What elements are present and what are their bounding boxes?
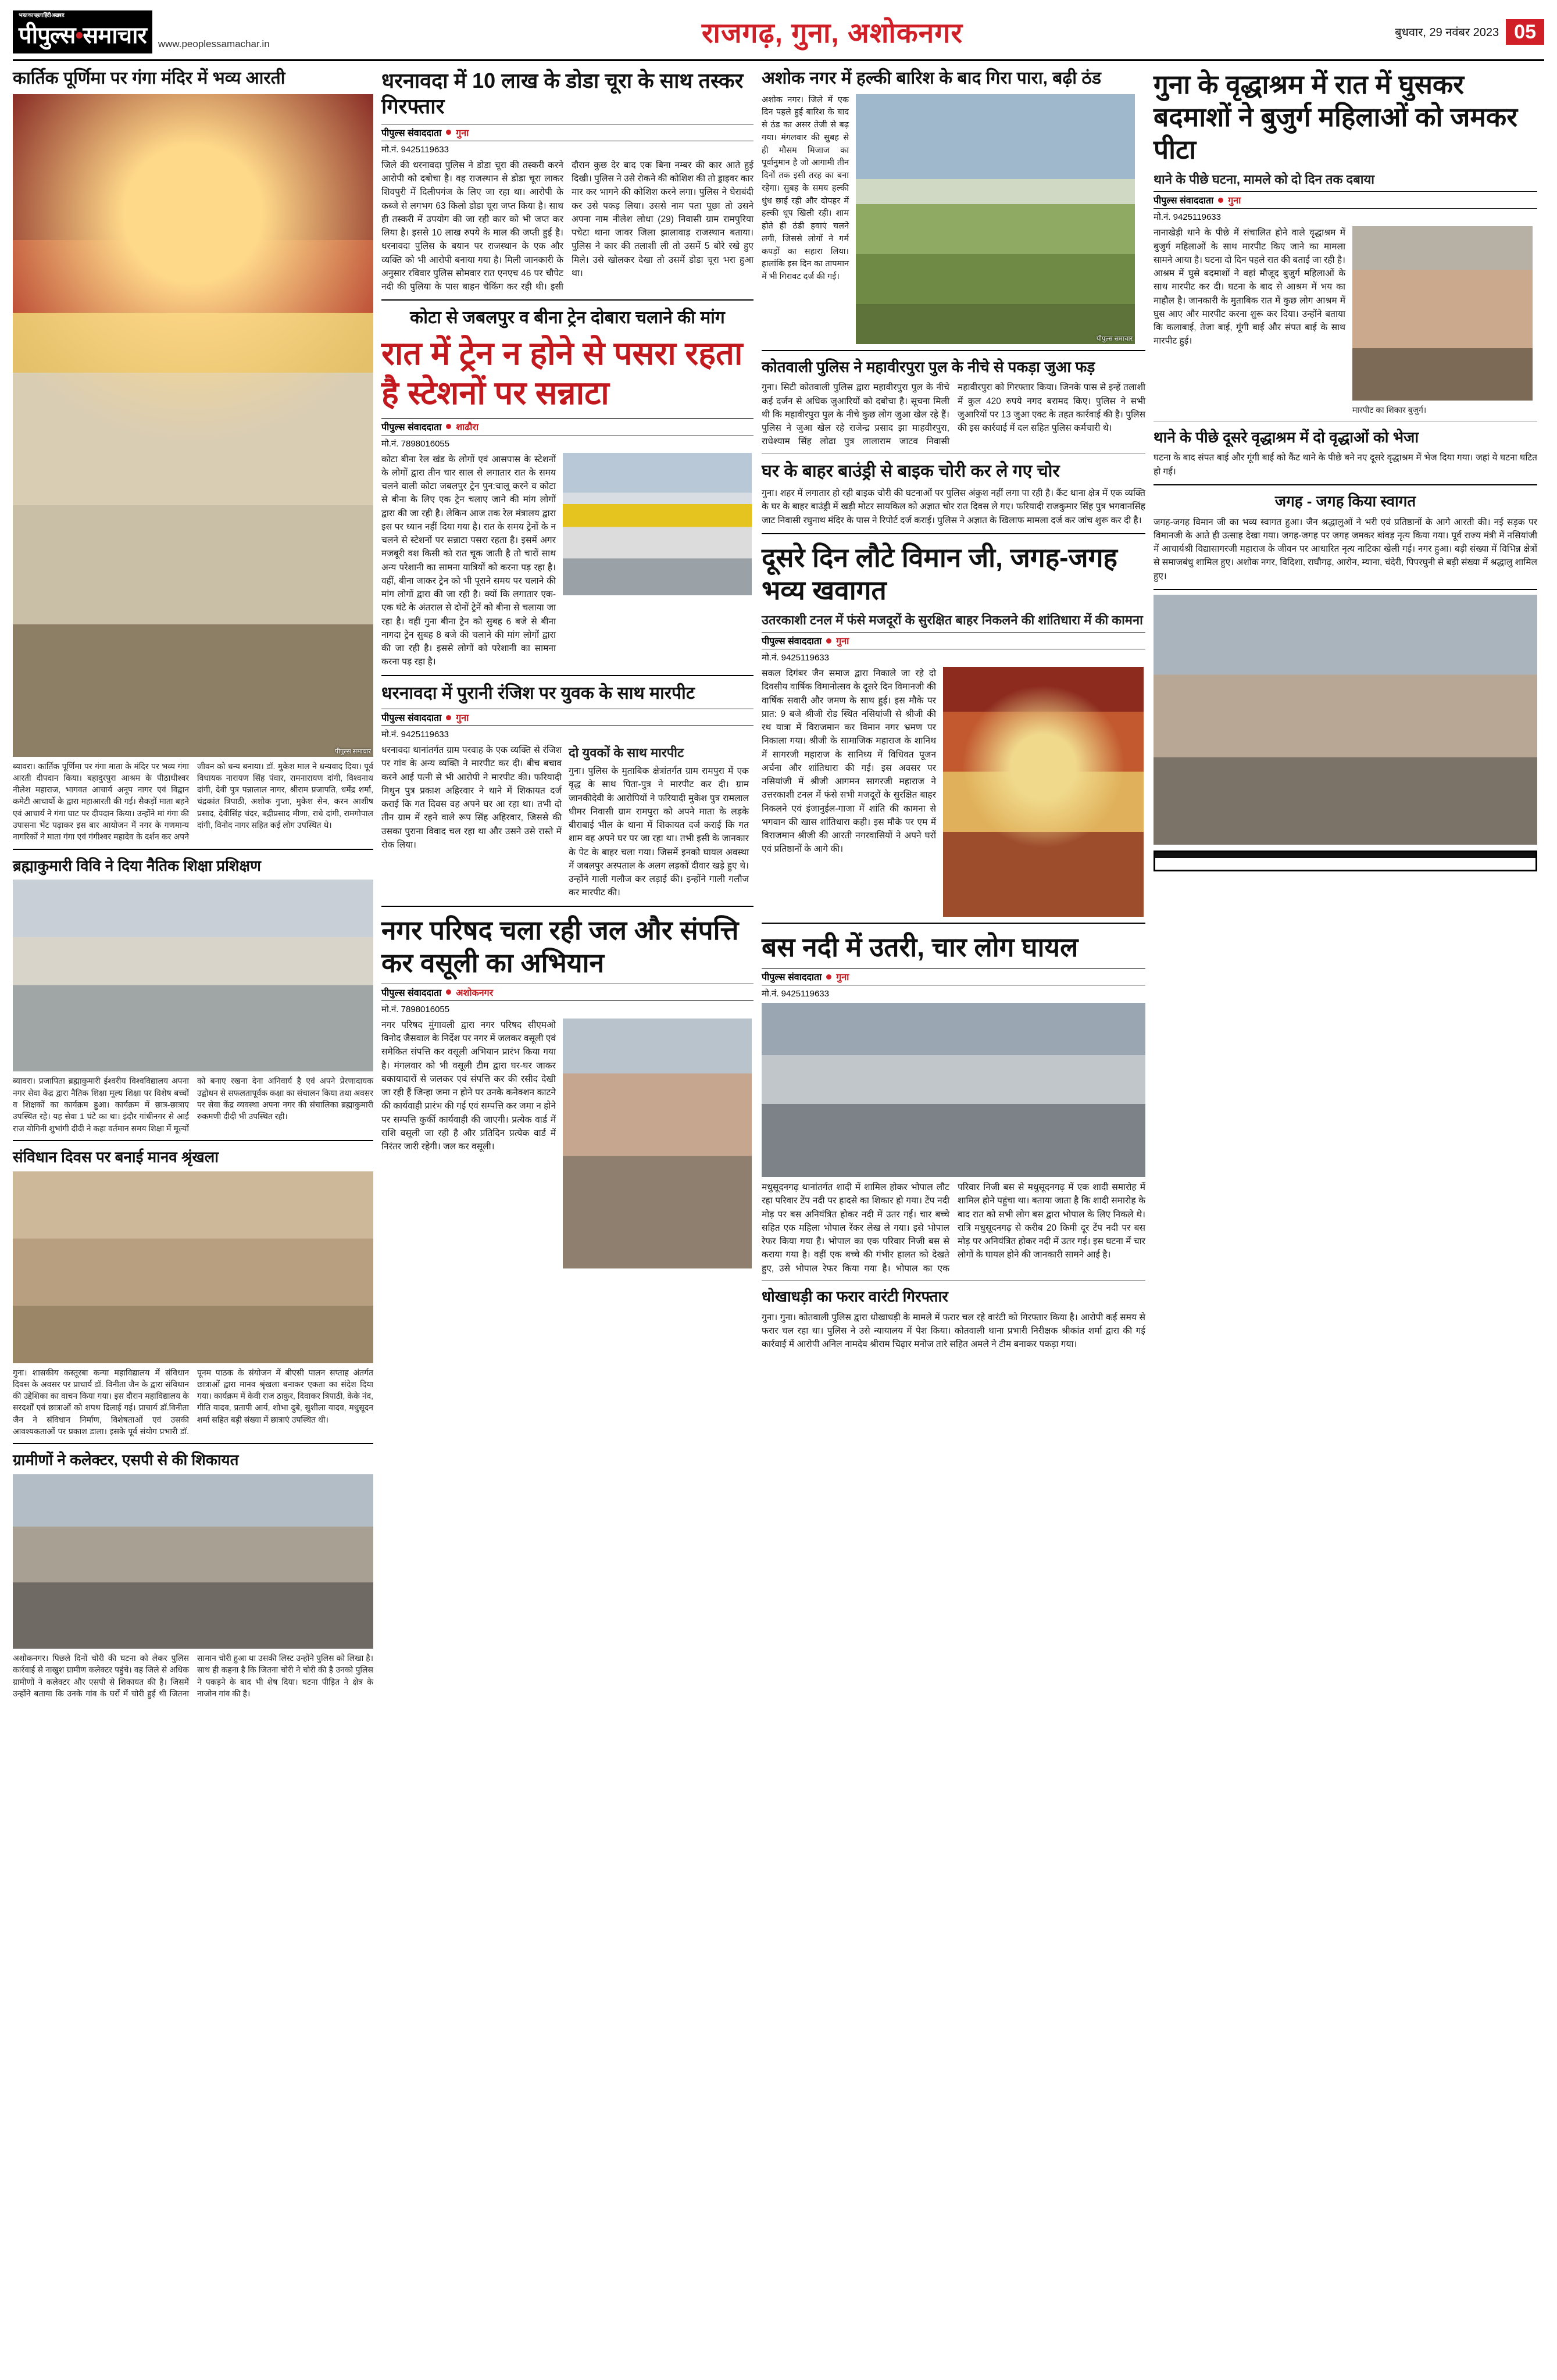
sub-headline: उतरकाशी टनल में फंसे मजदूरों के सुरक्षित बाहर निकलने की शांतिधारा में की कामना: [762, 613, 1143, 628]
byline-mobile: मो.नं. 9425119633: [762, 653, 829, 663]
logo-main-text: पीपुल्स: [19, 23, 76, 48]
byline-place: अशोकनगर: [456, 988, 494, 998]
article-body: मधुसूदनगढ़ थानांतर्गत शादी में शामिल होकर भोपाल लौट रहा परिवार टेंप नदी पर हादसे का शिकार हो गया। टेंप नदी मोड़ पर बस अनियंत्रित होकर नदी में उतर गई। चार बच्चे सहित एक महिला भोपाल रेंकर लेख ले गया। इसे भोपाल रेफर किया गया है। भोपाल का एक परिवार निजी बस से कराया गया है। वहीं एक बच्चे की गंभीर हालत को देखते हुए, उसे भोपाल रेफर किया गया है। भोपाल का एक परिवार निजी बस से मधुसूदनगढ़ में एक शादी समारोह में शामिल होने पहुंचा था। बताया जाता है कि शादी समारोह के बाद रात को सभी लोग बस द्वारा भोपाल के लिए निकले थे। रात्रि मधुसूदनगढ़ से करीब 20 किमी दूर टेंप नदी पर बस मोड़ पर अनियंत्रित होकर नदी में उतर गई। इस घटना में चार लोगों के घायल होने की जानकारी सामने आई है।: [762, 1182, 1145, 1274]
logo-second-text: समाचार: [83, 23, 147, 48]
byline-mobile: मो.नं. 9425119633: [381, 144, 449, 155]
marpit-row: [381, 744, 753, 900]
byline-place: गुना: [456, 713, 469, 724]
caption: ब्यावरा। कार्तिक पूर्णिमा पर गंगा माता के मंदिर पर भव्य गंगा आरती दीपदान किया। बहादुरपुरा आश्रम के पीठाधीश्वर नीलेश महाराज, भागवत आचार्य अनूप नागर एवं विद्वान कमेटी आचार्यो के द्वारा महाआरती की गई। सैकड़ों माता बहने एवं आचार्य ने गंगा घाट पर दीपदान किया। उन्होंने मां गंगा की उपासना भेंट पढ़ाकर इस बार आयोजन में नगर के गणमान्य नागरिकों ने माता गंगा एवं गंगीश्वर महादेव के दर्शन कर अपने जीवन को धन्य बनाया। डॉ. मुकेश माल ने धन्यवाद दिया। पूर्व विधायक नारायण सिंह पंवार, रामनारायण दांगी, विश्वनाथ दांगी, देवी पुत्र पन्नालाल नागर, श्रीराम प्रजापति, धर्मेंद्र शर्मा, चंद्रकांत त्रिपाठी, अशोक गुप्ता, मुकेश सेन, करन आशीष प्रसाद, देवीसिंह चंदर, बद्रीप्रसाद मीणा, राधे दांगी, रामगोपाल दांगी, विनोद नागर सहित कई लोग उपस्थित थे।: [13, 761, 373, 842]
headline: बस नदी में उतरी, चार लोग घायल: [762, 932, 1079, 963]
headline: रात में ट्रेन न होने से पसरा रहता है स्टेशनों पर सन्नाटा: [381, 334, 743, 412]
bullet-icon: [446, 424, 451, 429]
byline-mobile: मो.नं. 9425119633: [1154, 212, 1221, 223]
byline-place: गुना: [456, 128, 469, 138]
masthead-date-block: [1395, 19, 1544, 45]
train-row: [381, 453, 753, 669]
viman-row: [762, 667, 1145, 917]
article-bike-theft: [762, 459, 1145, 527]
article-body: जगह-जगह विमान जी का भव्य स्वागत हुआ। जैन श्रद्धालुओं ने भरी एवं प्रतिष्ठानों के आगे आरती की। नई सड़क पर विमानजी के आते ही उत्साह देखा गया। जगह-जगह पर जगह जमकर बांवड़ नृत्य किया गया। पूर्व राज्य मंत्री में नसियांजी में आचार्यश्री विद्यासागरजी महाराज के जीवन पर आधारित नृत्य नाटिका खेली गई। नगर हुआ। बड़ी संख्या में विभिन्न क्षेत्रों से समाजबंधु शामिल हुए। अशोक नगर, विदिशा, राघौगढ़, आरोन, म्याना, चंदेरी, पिपरघुनी से बड़ी संख्या में श्रद्धालु शामिल हुए।: [1154, 517, 1537, 581]
photo-credit: पीपुल्स समाचार: [1096, 335, 1133, 342]
sub-headline: जगह - जगह किया स्वागत: [1274, 492, 1416, 510]
byline-mobile: मो.नं. 9425119633: [381, 730, 449, 740]
column-4: [1154, 66, 1537, 1699]
article-body: गुना। पुलिस के मुताबिक क्षेत्रांतर्गत ग्राम रामपुरा में एक वृद्ध के साथ पिता-पुत्र ने मारपीट कर दी। ग्राम जानकीदेवी के आरोपियों ने फरियादी मुकेश पुत्र रामलाल धीमर निवासी ग्राम रामपुरा को अपने माता के लड़के बीराबाई भील के थाना में शिकायत दर्ज कराई कि गत शाम वह अपने घर पर जा रहा था। तभी इसी के जानकार के पेट के बाहर चला गया। जिसमें इनको घायल अवस्था में जबलपुर अस्पताल के अलग लड़कों दीवार खड़े हुए थे। उन्होंने गाली गलौज कर लड़ाई की। इन्होंने गाली गलौज कर मारपीट की।: [569, 766, 749, 898]
article-body: कोटा बीना रेल खंड के लोगों एवं आसपास के स्टेशनों के लोगों द्वारा तीन चार साल से लगातार रात के समय चलने वाली कोटा जबलपुर ट्रेन पुन:चालू करने व कोटा से बीना के लिए एक ट्रेन चलाए जाने की मांग लोगों द्वारा की जा रही है। लेकिन आज तक रेल मंत्रालय द्वारा इस पर ध्यान नहीं दिया गया है। रात के समय ट्रेनों के न चलने से स्टेशनों पर सन्नाटा पसरा रहता है। इसमें अगर मजबूरी वश किसी को रात चूक जाती है तो चारों साथ अन्य परेशानी का सामना यात्रियों को करना पड़ रहा है। वहीं, बीना जाकर ट्रेन को भी पूराने समय पर चलाने की मांग लोगों द्वारा की जा रही है। क्यों कि लगातार एक-एक घंटे के अंतराल से दोनों ट्रेनें को बीना से चलाया जा रहा है। वहीं गुना बीना ट्रेन को सुबह 6 बजे से बीना नागदा ट्रेन सुबह 8 बजे की चलाने की मांग लोगों द्वारा की जा रही है। इससे लोगों को परेशानी का सामना करना पड़ रहा है।: [381, 454, 556, 667]
bullet-icon: [446, 130, 451, 135]
headline: गुना के वृद्धाश्रम में रात में घुसकर बदमाशों ने बुजुर्ग महिलाओं को जमकर पीटा: [1154, 69, 1518, 165]
photo-bus-rescue: [762, 1003, 1145, 1177]
publication-date: बुधवार, 29 नवंबर 2023: [1395, 26, 1499, 40]
article-body: घटना के बाद संपत बाई और गूंगी बाई को कैंट थाने के पीछे बने नए दूसरे वृद्धाश्रम में भेज दिया गया। जहां ये घटना घटित हो गई।: [1154, 453, 1537, 477]
article-bus-accident: [762, 928, 1145, 1275]
sub-article-do-yuvak: [569, 744, 749, 900]
column-2: [381, 66, 753, 1699]
article-dharnavda-marpit: [381, 681, 753, 900]
article-manav-shrinkhala: [13, 1146, 373, 1438]
byline: [381, 984, 753, 1001]
article-gramin-shikayat: [13, 1449, 373, 1699]
byline: [381, 124, 753, 141]
headline: घर के बाहर बाउंड्री से बाइक चोरी कर ले गए चोर: [762, 461, 1060, 481]
byline-author: पीपुल्स संवाददाता: [1154, 196, 1214, 206]
caption: ब्यावरा। प्रजापिता ब्रह्माकुमारी ईश्वरीय विश्वविद्यालय अपना नगर सेवा केंद्र द्वारा नैतिक शिक्षा मूल्य शिक्षा पर विशेष बच्चों व शिक्षकों का कार्यक्रम हुआ। कार्यक्रम में छात्र-छात्राए उपस्थित रहे। यह सेवा 1 घंटे का था। इंदौर गांधीनगर से आई राज योगिनी शुभांगी दीदी ने कहा वर्तमान समय शिक्षा में मूल्यों को बनाए रखना देना अनिवार्य है एवं अपने प्रेरणादायक उद्बोधन से सफलतापूर्वक कक्षा का संचालन किया तथा अवसर पर सेवा केंद्र व्यवस्था अपना नगर की संचालिका ब्रह्माकुमारी रुकमणी दीदी भी उपस्थित रही।: [13, 1076, 373, 1133]
headline: धोखाधड़ी का फरार वारंटी गिरफ्तार: [762, 1287, 948, 1305]
byline-mobile: मो.नं. 7898016055: [381, 438, 450, 449]
byline-place: शाढौरा: [456, 422, 479, 433]
photo-crowd: [1154, 595, 1537, 845]
headline: धरनावदा में पुरानी रंजिश पर युवक के साथ मारपीट: [381, 683, 695, 703]
article-gambling-raid: [762, 356, 1145, 449]
article-brahmakumari: [13, 855, 373, 1134]
photo-students-group: [13, 880, 373, 1071]
bullet-icon: [826, 974, 831, 980]
photo-injured-elderly-woman: [1352, 226, 1533, 401]
byline: [381, 709, 753, 726]
byline: [762, 632, 1145, 649]
article-viman-ji: [762, 539, 1145, 917]
byline: [1154, 191, 1537, 209]
photo-market-collection: [563, 1019, 752, 1268]
logo-box: भारत का पहला हिंदी अखबार पीपुल्स•समाचार: [13, 10, 152, 53]
photo-credit: पीपुल्स समाचार: [334, 748, 371, 755]
headline: संविधान दिवस पर बनाई मानव श्रृंखला: [13, 1148, 219, 1166]
masthead-url: www.peoplessamachar.in: [158, 38, 270, 49]
classified-ad: [1154, 850, 1537, 871]
headline: धरनावदा में 10 लाख के डोडा चूरा के साथ तस्कर गिरफ्तार: [381, 69, 744, 118]
parishad-row: [381, 1019, 753, 1268]
article-train-demand: [381, 305, 753, 669]
article-body: गुना। सिटी कोतवाली पुलिस द्वारा महावीरपुरा पुल के नीचे कई दर्जन से अधिक जुआरियों को दबोचा है। सूचना मिली थी कि महावीरपुरा पुल के नीचे कुछ लोग जुआ खेल रहे हैं। पुलिस ने जुआ खेल रहे राजेन्द्र प्रसाद झा माहवीरपुरा, राधेश्याम सिंह लोढा पुत्र लालाराम जाटव निवासी महावीरपुरा को गिरफ्तार किया। जिनके पास से इन्हें तलाशी में कुल 420 रुपये नगद बरामद किए। पुलिस ने सभी जुआरियों पर 13 जुआ एक्ट के तहत कार्रवाई की है। पुलिस की इस कार्रवाई में दल सहित पुलिस कर्मचारी थे।: [762, 383, 1145, 447]
caption: गुना। शासकीय कस्तूरबा कन्या महाविद्यालय में संविधान दिवस के अवसर पर प्राचार्य डॉ. विनीता जैन के द्वारा संविधान की उद्देशिका का वाचन किया गया। इस दौरान महाविद्यालय के सरदर्शों एवं छात्राओं को शपथ दिलाई गई। प्राचार्य डॉ.विनीता जैन ने संविधान निर्माण, विशेषताओं एवं उसकी आवश्यकताओं पर प्रकाश डाला। इसके पूर्व संयोग प्रभारी डॉ. पूनम पाठक के संयोजन में बीएसी पालन सप्ताह अंतर्गत छात्राओं द्वारा मानव श्रृंखला बनाकर एकता का संदेश दिया गया। कार्यक्रम में केवी राज ठाकुर, दिवाकर त्रिपाठी, केके नंद, गीति यादव, प्रतापी आर्य, शोभा दुबे, सुशीला यादव, मधुसूदन शर्मा सहित बड़ी संख्या में छात्राएं उपस्थित थी।: [13, 1367, 373, 1436]
headline: थाने के पीछे दूसरे वृद्धाश्रम में दो वृद्धाओं को भेजा: [1154, 428, 1419, 446]
ad-title: [1155, 852, 1535, 858]
article-body: नानाखेड़ी थाने के पीछे में संचालित होने वाले वृद्धाश्रम में बुजुर्ग महिलाओं के साथ मारपीट किए जाने का मामला सामने आया है। घटना दो दिन पहले रात की बताई जा रही है। आश्रम में घुसे बदमाशों ने वहां मौजूद बुजुर्ग महिलाओं के साथ मारपीट कर दी। घटना के बाद से आश्रम में भय का माहौल है। जानकारी के मुताबिक रात में कुछ लोग आश्रम में घुस आए और मारपीट करना शुरू कर दिया। उन्होंने बताया कि कलाबाई, तेजा बाई, गूंगी बाई और संपत बाई के साथ मारपीट हुई।: [1154, 228, 1345, 346]
byline-place: गुना: [1228, 196, 1241, 206]
page-grid: [13, 66, 1544, 1699]
photo-wrap: [1352, 226, 1533, 416]
bullet-icon: [446, 989, 451, 995]
photo-caption: मारपीट का शिकार बुजुर्ग।: [1352, 405, 1427, 415]
article-vriddhashram-attack: [1154, 66, 1537, 416]
headline: दूसरे दिन लौटे विमान जी, जगह-जगह भव्य खवागत: [762, 542, 1117, 606]
bullet-icon: [826, 638, 831, 644]
byline-place: गुना: [836, 973, 849, 983]
headline: नगर परिषद चला रही जल और संपत्ति कर वसूली का अभियान: [381, 914, 739, 978]
headline: कार्तिक पूर्णिमा पर गंगा मंदिर में भव्य आरती: [13, 69, 285, 88]
column-3: [762, 66, 1145, 1699]
sub-headline: दो युवकों के साथ मारपीट: [569, 745, 684, 760]
column-1: [13, 66, 373, 1699]
byline-author: पीपुल्स संवाददाता: [762, 637, 822, 647]
article-body: गुना। गुना। कोतवाली पुलिस द्वारा धोखाधड़ी के मामले में फरार चल रहे वारंटी को गिरफ्तार किया है। आरोपी कई समय से फरार चल रहा था। पुलिस ने उसे न्यायालय में पेश किया। कोतवाली थाना प्रभारी निरीक्षक श्रीकांत शर्मा द्वारा की गई कार्रवाई में आरोपी अनिल नामदेव श्रीराम चिढ़ार मनोज तारे सहित अमले ने टीम बनाकर पकड़ा गया।: [762, 1312, 1145, 1350]
masthead-logo: [13, 10, 270, 53]
article-viman-welcome-side: [1154, 490, 1537, 583]
caption: अशोकनगर। पिछले दिनों चोरी की घटना को लेकर पुलिस कार्रवाई से नाखुश ग्रामीण कलेक्टर पहुंचे। वह जिले से अधिक ग्रामीणों ने कलेक्टर और एसपी से शिकायत की है। जिसमें उन्होंने बताया कि उनके गांव के घरों में चोरी हुई थी जितना सामान चोरी हुआ था उसकी लिस्ट उन्होंने पुलिस को लिखा है। साथ ही कहना है कि जितना चोरी ने चोरी की है उनको पुलिस ने पकड़ने के बाद भी शेष दिया। घटना पीड़ित ने क्षेत्र के नाजोन गांव की है।: [13, 1653, 373, 1698]
byline: [762, 968, 1145, 985]
article-body: गुना। शहर में लगातार हो रही बाइक चोरी की घटनाओं पर पुलिस अंकुश नहीं लगा पा रही है। कैंट थाना क्षेत्र में एक व्यक्ति के घर के बाहर बाउंड्री में खड़ी मोटर सायकिल को अज्ञात चोर रात दिवस ले गए। फरियादी राजकुमार सिंह पुत्र भगवानसिंह जाट निवासी रघुनाथ मंदिर के पास ने रिपोर्ट दर्ज कराई। पुलिस ने अज्ञात के खिलाफ मामला दर्ज कर जांच शुरू कर दी है।: [762, 488, 1145, 526]
headline: ग्रामीणों ने कलेक्टर, एसपी से की शिकायत: [13, 1451, 239, 1469]
masthead: [13, 10, 1544, 61]
article-doda-chura: [381, 66, 753, 294]
article-body: अशोक नगर। जिले में एक दिन पहले हुई बारिश के बाद से ठंड का असर तेजी से बढ़ गया। मंगलवार की सुबह से ही मौसम मिजाज का पूर्वानुमान है जो आगामी तीन दिनों तक इसी तरह का बना रहेगा। सुबह के समय हल्की धुंध छाई रही और दोपहर में हल्की धूप खिली रही। शाम होते ही ठंडी हवाएं चलने लगी, जिससे लोगों ने गर्म कपड़ों का सहारा लिया। हालांकि इस दिन का तापमान में भी गिरावट दर्ज की गई।: [762, 95, 849, 282]
byline-mobile: मो.नं. 9425119633: [762, 989, 829, 999]
photo-temple-aarti: [13, 94, 373, 757]
photo-human-chain: [13, 1171, 373, 1363]
sub-headline: थाने के पीछे घटना, मामले को दो दिन तक दबाया: [1154, 172, 1374, 187]
headline: अशोक नगर में हल्की बारिश के बाद गिरा पारा, बढ़ी ठंड: [762, 69, 1101, 88]
article-ashoknagar-rain: [762, 66, 1145, 344]
byline-author: पीपुल्स संवाददाता: [381, 128, 442, 138]
bullet-icon: [1218, 198, 1223, 203]
byline: [381, 418, 753, 435]
logo-tagline: भारत का पहला हिंदी अखबार: [19, 12, 64, 18]
bullet-icon: [446, 715, 451, 720]
byline-author: पीपुल्स संवाददाता: [381, 713, 442, 724]
photo-villagers-meeting: [13, 1474, 373, 1649]
article-nagar-parishad: [381, 912, 753, 1268]
vriddhashram-row: [1154, 226, 1537, 416]
article-body: नगर परिषद मुंगावली द्वारा नगर परिषद सीएमओ विनोद जैसवाल के निर्देश पर नगर में जलकर वसूली एवं समेकित संपत्ति कर वसूली अभियान प्रारंभ किया गया है। मंगलवार को भी वसूली टीम द्वारा घर-घर जाकर बकायादारों से जलकर एवं संपत्ति कर की रसीद देखी जा रही हैं जिन्हा जमा न होने पर उनके कनेक्शन काटने की कार्यवाही प्रारंभ की गई एवं सम्पत्ति कर जमा न होने पर सम्पत्ति कुर्की कार्यवाही की जाएगी। प्रत्येक वार्ड में राशि वसूली जा रही है और प्रतिदिन प्रत्येक वार्ड में निरंतर जारी रहेगी। जल कर वसूली।: [381, 1020, 556, 1152]
article-body: जिले की धरनावदा पुलिस ने डोडा चूरा की तस्करी करने आरोपी को दबोचा है। वह राजस्थान से डोडा चूरा लाकर शिवपुरी में दिलीपगंज के लिए जा रहा था। आरोपी के कब्जे से लगभग 63 किलो डोडा चूरा जप्त किया है। साथ ही तस्करी में उपयोग की जा रही कार को भी जप्त कर लिया है। इससे 10 लाख रुपये के माल की जप्ती हुई है। धरनावदा पुलिस के बयान पर राजस्थान के एक और व्यक्ति को भी आरोपी बनाया गया है। मिली जानकारी के अनुसार रविवार पुलिस सोमवार रात एनएच 46 पर चौपेट नदी की पुलिया के पास बाहन चेकिंग कर रही थी। इसी दौरान कुछ देर बाद एक बिना नम्बर की कार आते हुई दिखी। पुलिस ने उसे रोकने की कोशिश की तो ड्राइवर कार मार कर भागने की कोशिश करने लगा। पुलिस ने घेराबंदी कर उसे पकड़ लिया। उससे नाम पता पूछा तो उसने अपना नाम नीलेश लोधा (29) निवासी ग्राम रामपुरिया पचेटा थाना जावर जिला झालावाड़ राजस्थान बताया। पुलिस ने कार की तलाशी ली तो उसमें 5 बोरे रखे हुए मिले। उसे खोलकर देखा तो उसमें डोडा चूरा भरा हुआ था।: [381, 160, 753, 292]
article-second-vriddhashram: [1154, 426, 1537, 478]
edition-title: राजगढ़, गुना, अशोकनगर: [701, 17, 963, 49]
byline-mobile: मो.नं. 7898016055: [381, 1004, 450, 1014]
photo-train: [563, 453, 752, 595]
byline-author: पीपुल्स संवाददाता: [762, 973, 822, 983]
article-fraud-warrant: [762, 1285, 1145, 1351]
photo-winter-field: [856, 94, 1135, 344]
kicker: कोटा से जबलपुर व बीना ट्रेन दोबारा चलाने की मांग: [410, 308, 725, 328]
article-body: सकल दिगंबर जैन समाज द्वारा निकाले जा रहे दो दिवसीय वार्षिक विमानोत्सव के दूसरे दिन विमानजी की वार्षिक सवारी और जमण के साथ हुई। इस मौके पर प्रात: 9 बजे श्रीजी रोड स्थित नसियांजी से श्रीजी की रथ यात्रा में विराजमान कर विमान नगर भ्रमण पर निकाला गया। श्रीजी के सामाजिक महाराज के शानिथ में सागरजी महाराज के सानिध्य में विधिवत पूजन अर्चना और शांतिधारा की गई। इस अवसर पर नसियांजी में श्रीजी आगमन सागरजी महाराज ने उत्तरकाशी टनल में फंसे सभी मजदूरों के सुरक्षित बाहर निकलने एवं इंजानुईल-गाजा में शांति की कामना से भगवान की खास शांतिधारा कही। इस मौके पर एम में विराजमान श्रीजी की आरती नगरवासियों ने अपने घरों एवं प्रतिष्ठानों के आगे की।: [762, 669, 936, 855]
byline-author: पीपुल्स संवाददाता: [381, 988, 442, 998]
byline-place: गुना: [836, 637, 849, 647]
photo-jain-procession: [943, 667, 1144, 917]
article-kartik-purnima: [13, 66, 373, 843]
headline: ब्रह्माकुमारी विवि ने दिया नैतिक शिक्षा प्रशिक्षण: [13, 856, 261, 874]
rain-row: [762, 94, 1145, 344]
page-number: 05: [1506, 19, 1544, 45]
byline-author: पीपुल्स संवाददाता: [381, 422, 442, 433]
article-body: धरनावदा थानांतर्गत ग्राम परवाह के एक व्यक्ति से रंजिश पर गांव के अन्य व्यक्ति ने मारपीट कर दी। बीच बचाव करने आई पत्नी से भी आरोपी ने मारपीट की। फरियादी मिथुन पुत्र प्रकाश अहिरवार ने थाने में शिकायत दर्ज कराई कि गत दिवस वह अपने घर आ रहा था। तभी दो तीन ग्राम में रहने वाले रूप सिंह अहिरवार, जिससे की उसका पुराना विवाद चल रहा था और उसने उसे रास्ते में रोक लिया।: [381, 745, 562, 850]
kicker: कोतवाली पुलिस ने महावीरपुरा पुल के नीचे से पकड़ा जुआ फड़: [762, 358, 1095, 376]
